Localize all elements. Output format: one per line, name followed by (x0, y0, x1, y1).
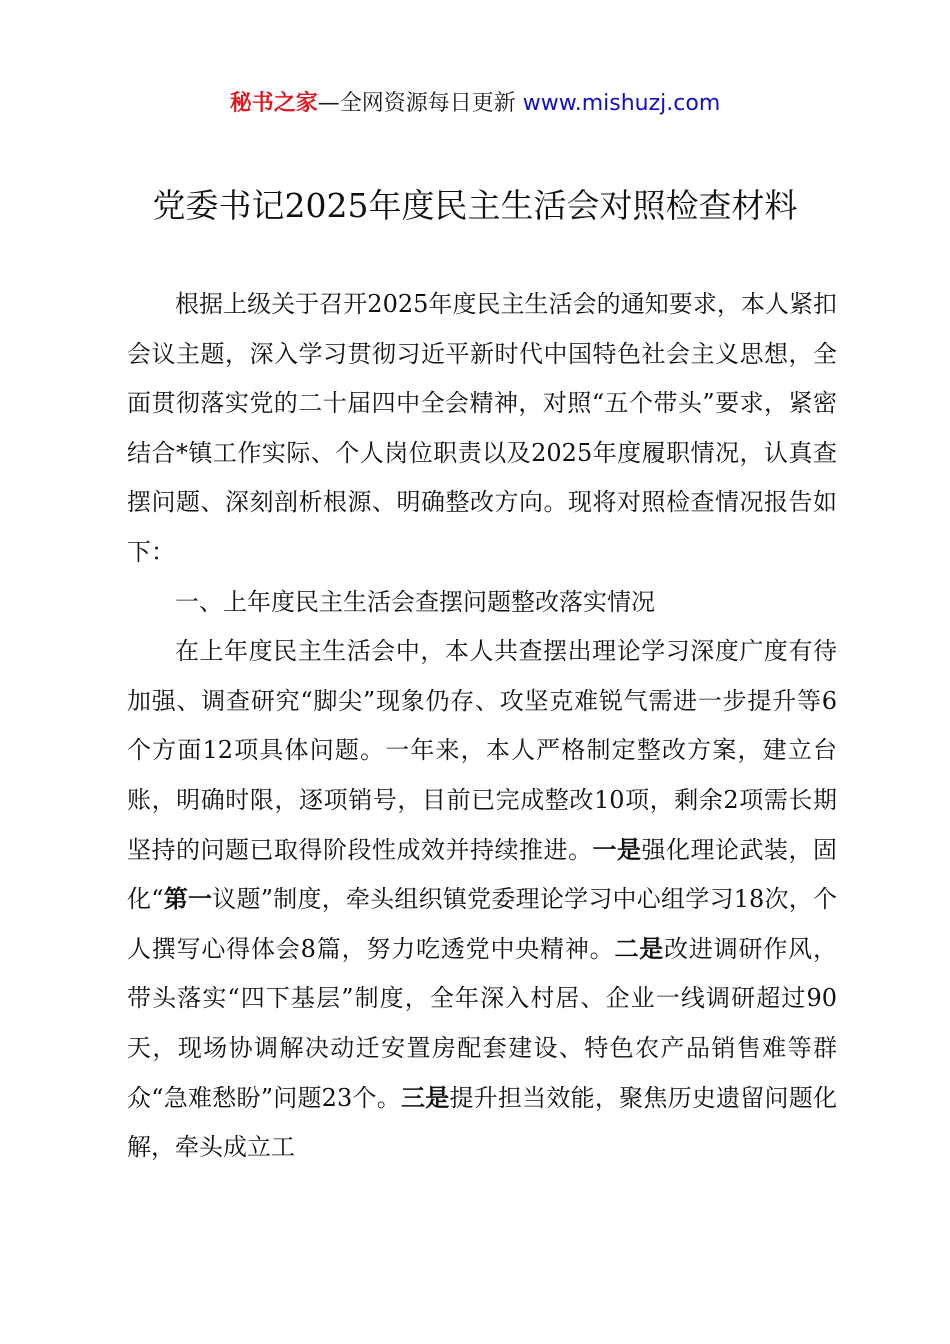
intro-paragraph: 根据上级关于召开2025年度民主生活会的通知要求，本人紧扣会议主题，深入学习贯彻习近平新时代中国特色社会主义思想，全面贯彻落实党的二十届四中全会精神，对照“五个带头”要求，紧密结合*镇工作实际、个人岗位职责以及2025年度履职情况，认真查摆问题、深刻剖析根源、明确整改方向。现将对照检查情况报告如下： (127, 290, 837, 566)
item-label-3: 三是 (400, 1083, 450, 1112)
item-label-1: 一是 (592, 835, 642, 864)
item-text-2: 改进调研作风，带头落实“四下基层”制度，全年深入村居、企业一线调研超过90天，现场协调解决动迁安置房配套建设、特色农产品销售难等群众“急难愁盼”问题23个。 (127, 934, 837, 1112)
brand-name: 秘书之家 (229, 91, 318, 116)
item-text-1a: 强化理论武装，固化“ (127, 835, 837, 914)
section-heading: 一、上年度民主生活会查摆问题整改落实情况 (175, 587, 655, 616)
item-emphasis: 第一 (163, 885, 213, 914)
section-paragraph-text: 在上年度民主生活会中，本人共查摆出理论学习深度广度有待加强、调查研究“脚尖”现象仍存、攻坚克难锐气需进一步提升等6个方面12项具体问题。一年来，本人严格制定整改方案，建立台账，明确时限，逐项销号，目前已完成整改10项，剩余2项需长期坚持的问题已取得阶段性成效并持续推进。 (127, 637, 837, 864)
item-text-3: 提升担当效能，聚焦历史遗留问题化解，牵头成立工 (127, 1083, 838, 1162)
item-text-1b: 议题”制度，牵头组织镇党委理论学习中心组学习18次，个人撰写心得体会8篇，努力吃透党中央精神。 (127, 885, 837, 963)
section-paragraph (127, 627, 837, 1173)
header-tagline: —全网资源每日更新 (317, 91, 523, 116)
header-url-link[interactable]: www.mishuzj.com (522, 91, 721, 116)
item-label-2: 二是 (614, 934, 665, 963)
document-body (127, 280, 837, 1173)
site-header (0, 88, 950, 120)
document-title: 党委书记2025年度民主生活会对照检查材料 (152, 186, 798, 225)
